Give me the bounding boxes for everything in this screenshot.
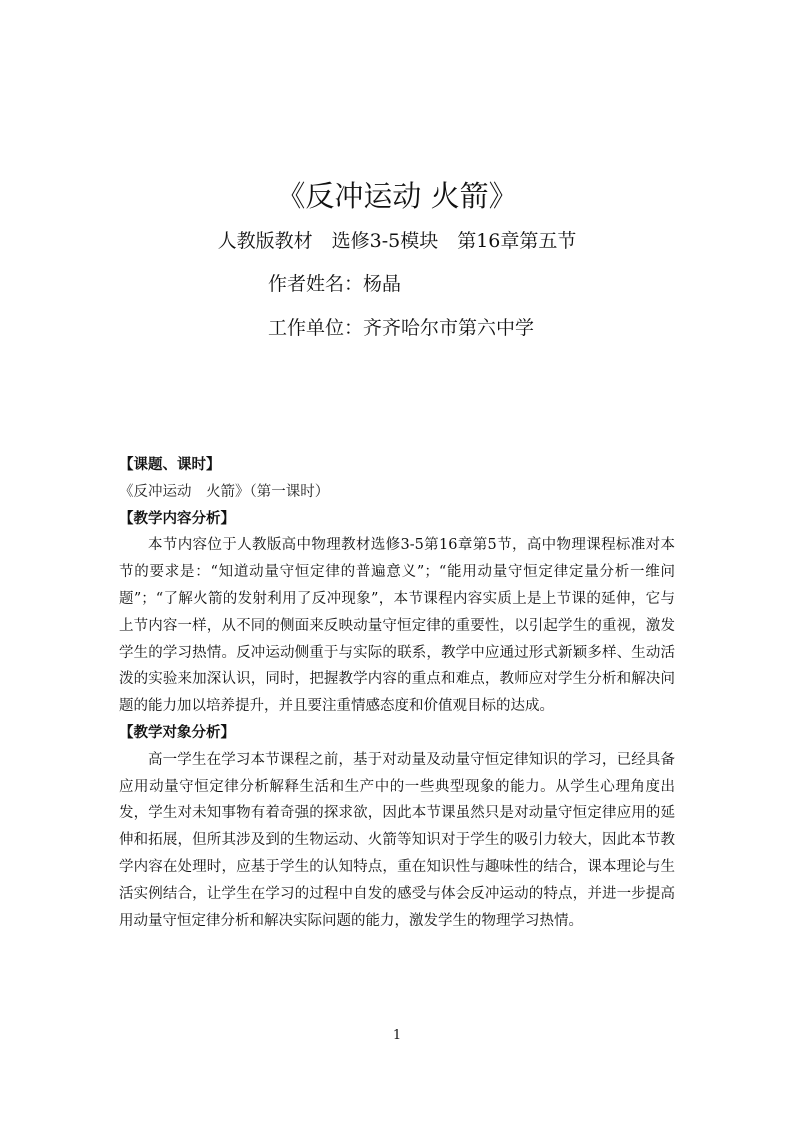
content-analysis-heading: 【教学内容分析】 (119, 509, 235, 527)
object-analysis-heading: 【教学对象分析】 (119, 723, 235, 741)
document-body (119, 452, 675, 934)
work-unit-line: 工作单位：齐齐哈尔市第六中学 (268, 317, 535, 339)
author-line: 作者姓名：杨晶 (268, 273, 402, 295)
topic-text: 《反冲运动 火箭》（第一课时） (119, 483, 330, 500)
document-title: 《反冲运动 火箭》 (276, 179, 518, 213)
object-analysis-paragraph: 高一学生在学习本节课程之前，基于对动量及动量守恒定律知识的学习，已经具备应用动量守恒定律分析解释生活和生产中的一些典型现象的能力。从学生心理角度出发，学生对未知事物有着奇强的探求欲，因此本节课虽然只是对动量守恒定律应用的延伸和拓展，但所其涉及到的生物运动、火箭等知识对于学生的吸引力较大，因此本节教学内容在处理时，应基于学生的认知特点，重在知识性与趣味性的结合，课本理论与生活实例结合，让学生在学习的过程中自发的感受与体会反冲运动的特点，并进一步提高用动量守恒定律分析和解决实际问题的能力，激发学生的物理学习热情。 (119, 751, 675, 929)
content-analysis-paragraph: 本节内容位于人教版高中物理教材选修3-5第16章第5节，高中物理课程标准对本节的要求是：“知道动量守恒定律的普遍意义”；“能用动量守恒定律定量分析一维问题”；“了解火箭的发射利用了反冲现象”，本节课程内容实质上是上节课的延伸，它与上节内容一样，从不同的侧面来反映动量守恒定律的重要性，以引起学生的重视，激发学生的学习热情。反冲运动侧重于与实际的联系，教学中应通过形式新颖多样、生动活泼的实验来加深认识，同时，把握教学内容的重点和难点，教师应对学生分析和解决问题的能力加以培养提升，并且要注重情感态度和价值观目标的达成。 (119, 537, 675, 715)
page-number: 1 (392, 1028, 402, 1043)
document-subtitle: 人教版教材 选修3-5模块 第16章第五节 (217, 230, 577, 252)
topic-heading: 【课题、课时】 (119, 456, 221, 473)
